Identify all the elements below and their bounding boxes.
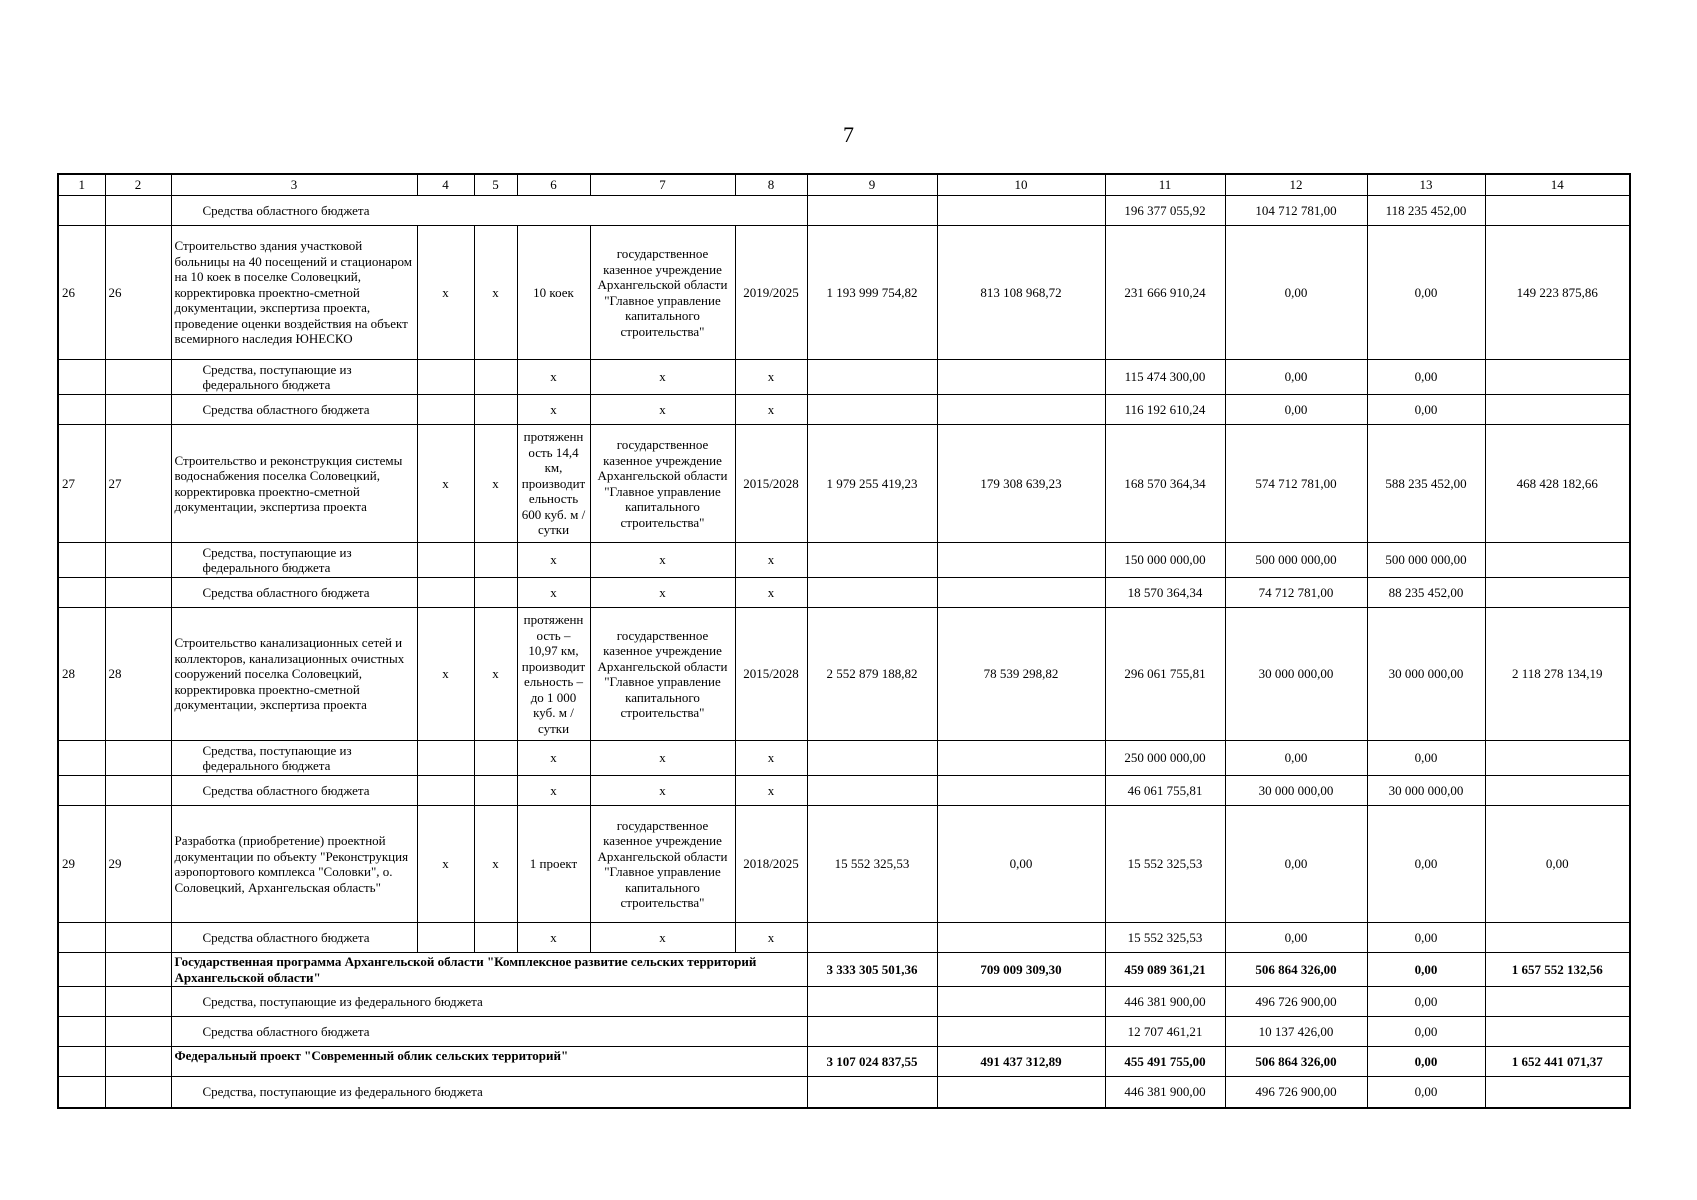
amount-cell: 709 009 309,30 bbox=[937, 953, 1105, 987]
item-description: Разработка (приобретение) проектной документации по объекту "Реконструкция аэропортового комплекса "Соловки", о. Соловецкий, Архангельская область" bbox=[171, 806, 417, 923]
amount-cell: 455 491 755,00 bbox=[1105, 1047, 1225, 1077]
capacity-cell: 10 коек bbox=[517, 226, 590, 360]
cell bbox=[105, 578, 171, 608]
cell bbox=[937, 987, 1105, 1017]
amount-cell: 0,00 bbox=[1367, 806, 1485, 923]
amount-cell: 150 000 000,00 bbox=[1105, 543, 1225, 578]
cell bbox=[105, 360, 171, 395]
amount-cell: 459 089 361,21 bbox=[1105, 953, 1225, 987]
cell bbox=[417, 741, 474, 776]
cell: x bbox=[735, 578, 807, 608]
cell bbox=[105, 1017, 171, 1047]
table-row bbox=[58, 1017, 1630, 1047]
amount-cell: 0,00 bbox=[1367, 923, 1485, 953]
header-cell: 6 bbox=[517, 174, 590, 196]
amount-cell: 0,00 bbox=[1225, 806, 1367, 923]
cell bbox=[1485, 543, 1630, 578]
cell: x bbox=[590, 395, 735, 425]
cell: x bbox=[474, 806, 517, 923]
cell bbox=[58, 196, 105, 226]
cell: x bbox=[590, 776, 735, 806]
header-cell: 11 bbox=[1105, 174, 1225, 196]
cell: x bbox=[417, 226, 474, 360]
cell: x bbox=[735, 923, 807, 953]
cell bbox=[937, 923, 1105, 953]
program-total-row bbox=[58, 953, 1630, 987]
source-label: Средства областного бюджета bbox=[171, 776, 417, 806]
cell bbox=[1485, 1077, 1630, 1108]
cell bbox=[807, 578, 937, 608]
table-row bbox=[58, 1077, 1630, 1108]
cell: x bbox=[590, 543, 735, 578]
cell bbox=[105, 741, 171, 776]
cell bbox=[937, 1017, 1105, 1047]
cell bbox=[417, 360, 474, 395]
period-cell: 2015/2028 bbox=[735, 425, 807, 543]
cell bbox=[1485, 360, 1630, 395]
capacity-cell: протяженность – 10,97 км, производительность – до 1 000 куб. м / сутки bbox=[517, 608, 590, 741]
item-description: Строительство канализационных сетей и коллекторов, канализационных очистных сооружений поселка Соловецкий, корректировка проектно-сметной документации, экспертиза проекта bbox=[171, 608, 417, 741]
table-row bbox=[58, 226, 1630, 360]
cell bbox=[807, 987, 937, 1017]
amount-cell: 1 652 441 071,37 bbox=[1485, 1047, 1630, 1077]
table-row bbox=[58, 776, 1630, 806]
table-row bbox=[58, 578, 1630, 608]
amount-cell: 1 657 552 132,56 bbox=[1485, 953, 1630, 987]
table-row bbox=[58, 608, 1630, 741]
amount-cell: 46 061 755,81 bbox=[1105, 776, 1225, 806]
cell bbox=[807, 395, 937, 425]
amount-cell: 0,00 bbox=[937, 806, 1105, 923]
cell: x bbox=[517, 395, 590, 425]
cell: x bbox=[474, 226, 517, 360]
source-label: Средства, поступающие из федерального бюджета bbox=[171, 1077, 807, 1108]
cell bbox=[58, 741, 105, 776]
cell bbox=[937, 360, 1105, 395]
header-cell: 14 bbox=[1485, 174, 1630, 196]
source-label: Средства, поступающие из федерального бюджета bbox=[171, 360, 417, 395]
cell bbox=[807, 776, 937, 806]
cell bbox=[417, 578, 474, 608]
cell bbox=[1485, 196, 1630, 226]
cell: x bbox=[517, 360, 590, 395]
cell bbox=[937, 1077, 1105, 1108]
cell: x bbox=[590, 578, 735, 608]
source-label: Средства, поступающие из федерального бюджета bbox=[171, 543, 417, 578]
source-label: Средства областного бюджета bbox=[171, 1017, 807, 1047]
cell bbox=[1485, 395, 1630, 425]
amount-cell: 0,00 bbox=[1367, 741, 1485, 776]
amount-cell: 30 000 000,00 bbox=[1225, 776, 1367, 806]
cell bbox=[937, 543, 1105, 578]
source-label: Средства, поступающие из федерального бюджета bbox=[171, 741, 417, 776]
amount-cell: 0,00 bbox=[1367, 395, 1485, 425]
cell bbox=[807, 196, 937, 226]
header-cell: 7 bbox=[590, 174, 735, 196]
cell bbox=[807, 741, 937, 776]
amount-cell: 74 712 781,00 bbox=[1225, 578, 1367, 608]
cell bbox=[1485, 741, 1630, 776]
amount-cell: 15 552 325,53 bbox=[1105, 806, 1225, 923]
amount-cell: 496 726 900,00 bbox=[1225, 987, 1367, 1017]
page-number: 7 bbox=[843, 122, 854, 147]
cell: x bbox=[735, 395, 807, 425]
table-row bbox=[58, 741, 1630, 776]
amount-cell: 2 552 879 188,82 bbox=[807, 608, 937, 741]
cell bbox=[105, 987, 171, 1017]
cell bbox=[937, 196, 1105, 226]
amount-cell: 0,00 bbox=[1225, 741, 1367, 776]
amount-cell: 104 712 781,00 bbox=[1225, 196, 1367, 226]
cell bbox=[807, 543, 937, 578]
cell: x bbox=[417, 608, 474, 741]
cell bbox=[105, 395, 171, 425]
executor-cell: государственное казенное учреждение Архангельской области "Главное управление капитального строительства" bbox=[590, 806, 735, 923]
cell bbox=[58, 1047, 105, 1077]
cell bbox=[105, 1047, 171, 1077]
cell bbox=[417, 923, 474, 953]
item-description: Строительство здания участковой больницы на 40 посещений и стационаром на 10 коек в поселке Соловецкий, корректировка проектно-сметной документации, экспертиза проекта, проведение оценки воздействия на объект всемирного наследия ЮНЕСКО bbox=[171, 226, 417, 360]
amount-cell: 118 235 452,00 bbox=[1367, 196, 1485, 226]
cell: x bbox=[417, 425, 474, 543]
table-row bbox=[58, 987, 1630, 1017]
amount-cell: 0,00 bbox=[1367, 1077, 1485, 1108]
cell bbox=[937, 578, 1105, 608]
amount-cell: 15 552 325,53 bbox=[1105, 923, 1225, 953]
amount-cell: 1 193 999 754,82 bbox=[807, 226, 937, 360]
row-number: 29 bbox=[58, 806, 105, 923]
amount-cell: 813 108 968,72 bbox=[937, 226, 1105, 360]
amount-cell: 179 308 639,23 bbox=[937, 425, 1105, 543]
cell: x bbox=[735, 741, 807, 776]
source-label: Средства областного бюджета bbox=[171, 395, 417, 425]
cell bbox=[474, 578, 517, 608]
amount-cell: 491 437 312,89 bbox=[937, 1047, 1105, 1077]
amount-cell: 30 000 000,00 bbox=[1367, 776, 1485, 806]
amount-cell: 500 000 000,00 bbox=[1225, 543, 1367, 578]
cell bbox=[807, 360, 937, 395]
header-cell: 5 bbox=[474, 174, 517, 196]
amount-cell: 446 381 900,00 bbox=[1105, 1077, 1225, 1108]
table-row bbox=[58, 806, 1630, 923]
project-title: Федеральный проект "Современный облик сельских территорий" bbox=[171, 1047, 807, 1077]
item-number: 27 bbox=[105, 425, 171, 543]
amount-cell: 3 107 024 837,55 bbox=[807, 1047, 937, 1077]
cell bbox=[1485, 987, 1630, 1017]
amount-cell: 506 864 326,00 bbox=[1225, 1047, 1367, 1077]
cell: x bbox=[517, 923, 590, 953]
amount-cell: 231 666 910,24 bbox=[1105, 226, 1225, 360]
period-cell: 2019/2025 bbox=[735, 226, 807, 360]
cell bbox=[474, 776, 517, 806]
header-cell: 13 bbox=[1367, 174, 1485, 196]
table-row bbox=[58, 196, 1630, 226]
header-cell: 8 bbox=[735, 174, 807, 196]
cell bbox=[474, 741, 517, 776]
header-row bbox=[58, 174, 1630, 196]
cell bbox=[58, 1077, 105, 1108]
table-row bbox=[58, 425, 1630, 543]
cell bbox=[937, 741, 1105, 776]
program-title: Государственная программа Архангельской области "Комплексное развитие сельских территорий Архангельской области" bbox=[171, 953, 807, 987]
amount-cell: 0,00 bbox=[1367, 360, 1485, 395]
cell bbox=[58, 395, 105, 425]
amount-cell: 12 707 461,21 bbox=[1105, 1017, 1225, 1047]
amount-cell: 18 570 364,34 bbox=[1105, 578, 1225, 608]
cell bbox=[58, 923, 105, 953]
amount-cell: 2 118 278 134,19 bbox=[1485, 608, 1630, 741]
table-row bbox=[58, 923, 1630, 953]
budget-table bbox=[57, 173, 1631, 1109]
table-row bbox=[58, 543, 1630, 578]
cell bbox=[1485, 578, 1630, 608]
amount-cell: 296 061 755,81 bbox=[1105, 608, 1225, 741]
capacity-cell: 1 проект bbox=[517, 806, 590, 923]
amount-cell: 588 235 452,00 bbox=[1367, 425, 1485, 543]
cell: x bbox=[735, 543, 807, 578]
amount-cell: 506 864 326,00 bbox=[1225, 953, 1367, 987]
amount-cell: 0,00 bbox=[1485, 806, 1630, 923]
cell bbox=[105, 953, 171, 987]
cell bbox=[937, 395, 1105, 425]
amount-cell: 468 428 182,66 bbox=[1485, 425, 1630, 543]
cell bbox=[417, 395, 474, 425]
header-cell: 4 bbox=[417, 174, 474, 196]
source-label: Средства областного бюджета bbox=[171, 578, 417, 608]
cell: x bbox=[735, 776, 807, 806]
amount-cell: 15 552 325,53 bbox=[807, 806, 937, 923]
amount-cell: 168 570 364,34 bbox=[1105, 425, 1225, 543]
table-row bbox=[58, 395, 1630, 425]
cell bbox=[105, 923, 171, 953]
cell: x bbox=[417, 806, 474, 923]
cell bbox=[1485, 776, 1630, 806]
header-cell: 3 bbox=[171, 174, 417, 196]
amount-cell: 3 333 305 501,36 bbox=[807, 953, 937, 987]
row-number: 26 bbox=[58, 226, 105, 360]
cell: x bbox=[517, 776, 590, 806]
cell: x bbox=[590, 360, 735, 395]
row-number: 27 bbox=[58, 425, 105, 543]
source-label: Средства областного бюджета bbox=[171, 196, 807, 226]
cell bbox=[807, 1017, 937, 1047]
cell bbox=[105, 196, 171, 226]
cell bbox=[58, 776, 105, 806]
amount-cell: 10 137 426,00 bbox=[1225, 1017, 1367, 1047]
header-cell: 2 bbox=[105, 174, 171, 196]
cell bbox=[807, 1077, 937, 1108]
amount-cell: 116 192 610,24 bbox=[1105, 395, 1225, 425]
executor-cell: государственное казенное учреждение Архангельской области "Главное управление капитального строительства" bbox=[590, 425, 735, 543]
cell bbox=[474, 395, 517, 425]
cell bbox=[58, 578, 105, 608]
cell: x bbox=[517, 578, 590, 608]
cell: x bbox=[590, 741, 735, 776]
row-number: 28 bbox=[58, 608, 105, 741]
amount-cell: 30 000 000,00 bbox=[1367, 608, 1485, 741]
item-number: 28 bbox=[105, 608, 171, 741]
cell bbox=[105, 543, 171, 578]
cell bbox=[58, 987, 105, 1017]
amount-cell: 574 712 781,00 bbox=[1225, 425, 1367, 543]
amount-cell: 0,00 bbox=[1225, 395, 1367, 425]
cell bbox=[1485, 923, 1630, 953]
amount-cell: 0,00 bbox=[1367, 226, 1485, 360]
project-total-row bbox=[58, 1047, 1630, 1077]
amount-cell: 0,00 bbox=[1225, 226, 1367, 360]
capacity-cell: протяженность 14,4 км, производительность 600 куб. м / сутки bbox=[517, 425, 590, 543]
item-number: 29 bbox=[105, 806, 171, 923]
cell: x bbox=[474, 608, 517, 741]
amount-cell: 496 726 900,00 bbox=[1225, 1077, 1367, 1108]
amount-cell: 0,00 bbox=[1225, 923, 1367, 953]
source-label: Средства, поступающие из федерального бюджета bbox=[171, 987, 807, 1017]
amount-cell: 196 377 055,92 bbox=[1105, 196, 1225, 226]
period-cell: 2018/2025 bbox=[735, 806, 807, 923]
cell: x bbox=[590, 923, 735, 953]
cell bbox=[58, 1017, 105, 1047]
cell bbox=[417, 543, 474, 578]
cell: x bbox=[735, 360, 807, 395]
cell bbox=[105, 1077, 171, 1108]
amount-cell: 0,00 bbox=[1367, 953, 1485, 987]
header-cell: 9 bbox=[807, 174, 937, 196]
cell: x bbox=[517, 543, 590, 578]
amount-cell: 88 235 452,00 bbox=[1367, 578, 1485, 608]
amount-cell: 446 381 900,00 bbox=[1105, 987, 1225, 1017]
cell bbox=[474, 360, 517, 395]
amount-cell: 78 539 298,82 bbox=[937, 608, 1105, 741]
amount-cell: 30 000 000,00 bbox=[1225, 608, 1367, 741]
period-cell: 2015/2028 bbox=[735, 608, 807, 741]
header-cell: 1 bbox=[58, 174, 105, 196]
header-cell: 10 bbox=[937, 174, 1105, 196]
item-description: Строительство и реконструкция системы водоснабжения поселка Соловецкий, корректировка проектно-сметной документации, экспертиза проекта bbox=[171, 425, 417, 543]
cell bbox=[58, 360, 105, 395]
cell bbox=[58, 543, 105, 578]
item-number: 26 bbox=[105, 226, 171, 360]
cell bbox=[417, 776, 474, 806]
header-cell: 12 bbox=[1225, 174, 1367, 196]
cell bbox=[1485, 1017, 1630, 1047]
cell bbox=[474, 923, 517, 953]
cell bbox=[58, 953, 105, 987]
amount-cell: 500 000 000,00 bbox=[1367, 543, 1485, 578]
amount-cell: 1 979 255 419,23 bbox=[807, 425, 937, 543]
amount-cell: 0,00 bbox=[1367, 1047, 1485, 1077]
cell: x bbox=[517, 741, 590, 776]
amount-cell: 0,00 bbox=[1367, 1017, 1485, 1047]
amount-cell: 115 474 300,00 bbox=[1105, 360, 1225, 395]
amount-cell: 250 000 000,00 bbox=[1105, 741, 1225, 776]
cell bbox=[937, 776, 1105, 806]
amount-cell: 0,00 bbox=[1367, 987, 1485, 1017]
cell bbox=[105, 776, 171, 806]
executor-cell: государственное казенное учреждение Архангельской области "Главное управление капитального строительства" bbox=[590, 226, 735, 360]
table-row bbox=[58, 360, 1630, 395]
cell bbox=[807, 923, 937, 953]
amount-cell: 149 223 875,86 bbox=[1485, 226, 1630, 360]
executor-cell: государственное казенное учреждение Архангельской области "Главное управление капитального строительства" bbox=[590, 608, 735, 741]
amount-cell: 0,00 bbox=[1225, 360, 1367, 395]
cell: x bbox=[474, 425, 517, 543]
cell bbox=[474, 543, 517, 578]
source-label: Средства областного бюджета bbox=[171, 923, 417, 953]
